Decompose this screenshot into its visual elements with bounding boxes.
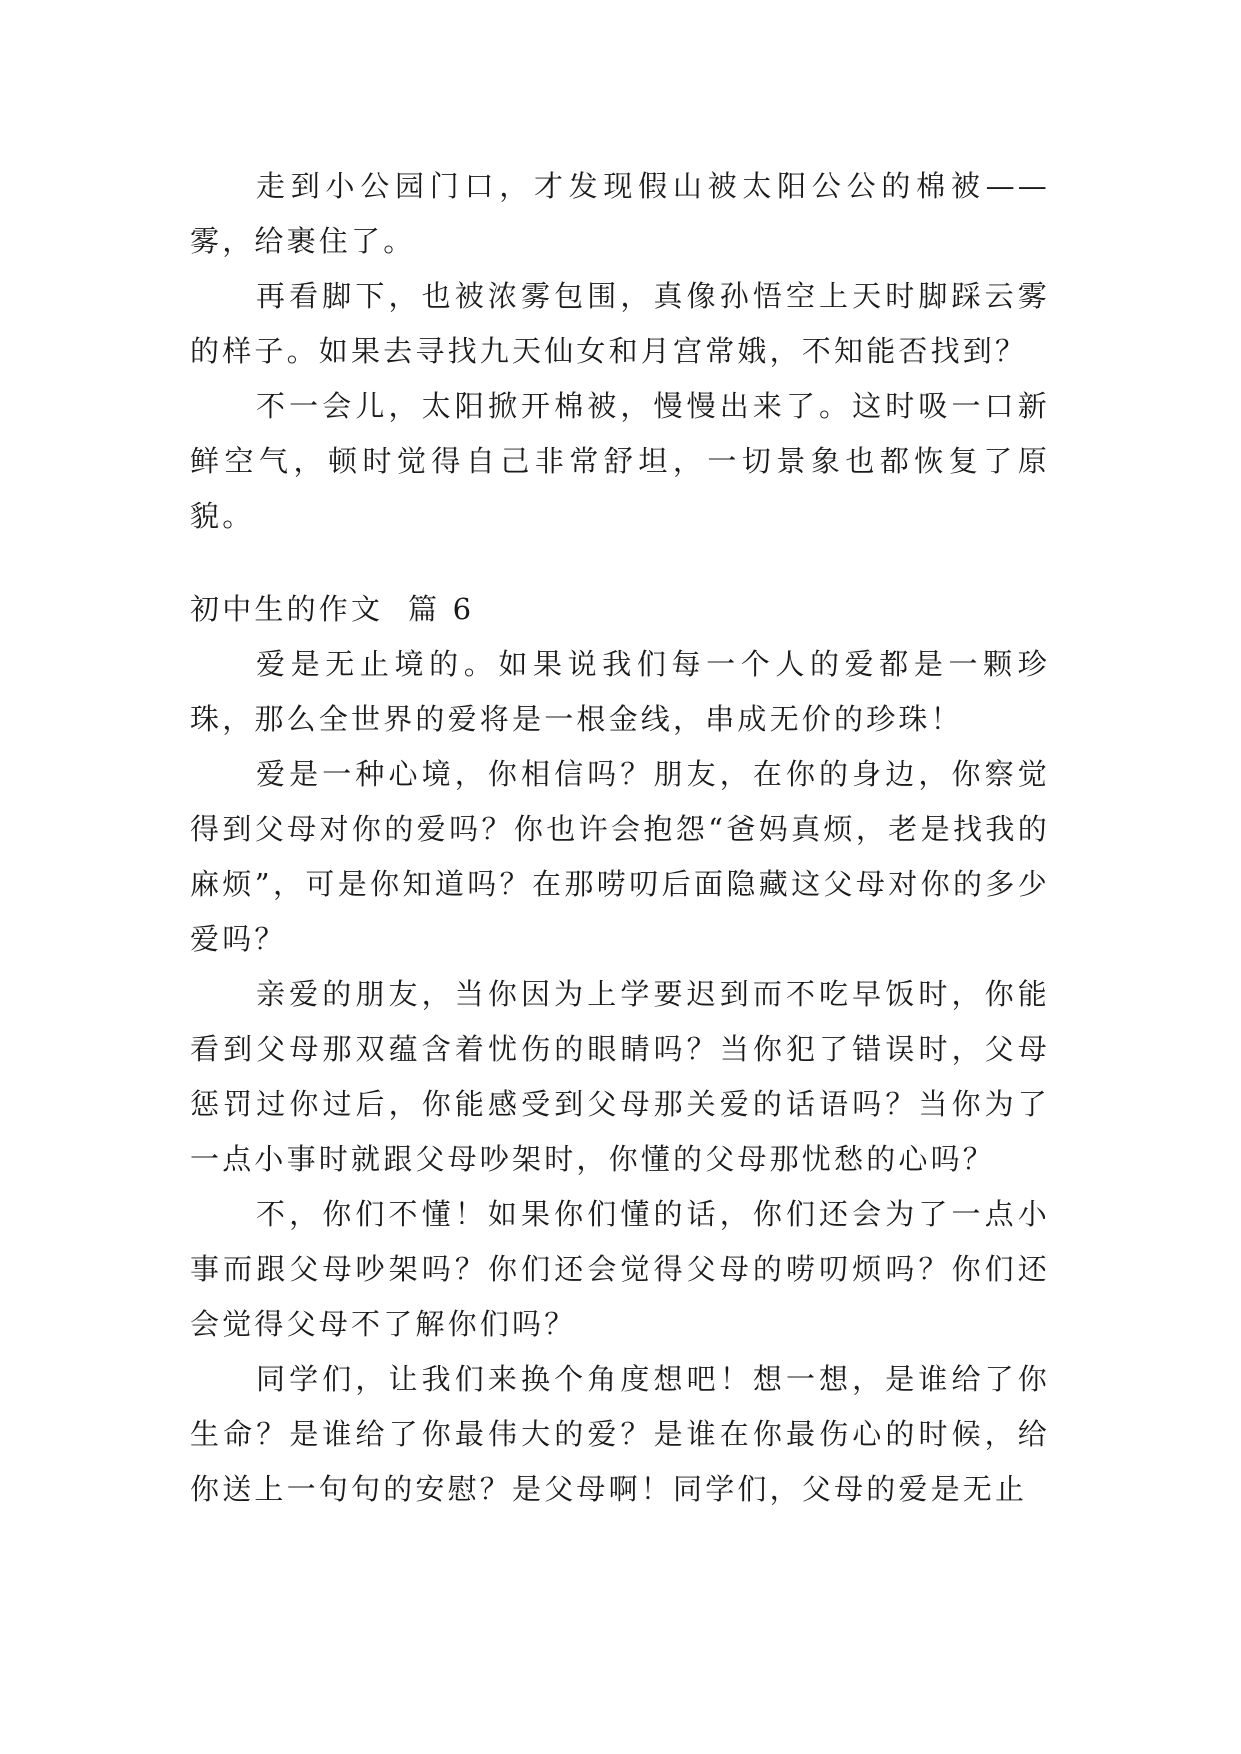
paragraph: 亲爱的朋友，当你因为上学要迟到而不吃早饭时，你能看到父母那双蕴含着忧伤的眼睛吗？当你犯了错误时，父母惩罚过你过后，你能感受到父母那关爱的话语吗？当你为了一点小事时就跟父母吵架时，你懂的父母那忧愁的心吗？ bbox=[190, 977, 1050, 1176]
paragraph: 再看脚下，也被浓雾包围，真像孙悟空上天时脚踩云雾的样子。如果去寻找九天仙女和月宫常娥，不知能否找到？ bbox=[190, 279, 1050, 368]
paragraph: 不，你们不懂！如果你们懂的话，你们还会为了一点小事而跟父母吵架吗？你们还会觉得父母的唠叨烦吗？你们还会觉得父母不了解你们吗？ bbox=[190, 1197, 1050, 1341]
section-title: 初中生的作文 篇 6 bbox=[190, 592, 475, 626]
paragraph: 同学们，让我们来换个角度想吧！想一想，是谁给了你生命？是谁给了你最伟大的爱？是谁在你最伤心的时候，给你送上一句句的安慰？是父母啊！同学们，父母的爱是无止 bbox=[190, 1362, 1050, 1506]
paragraph: 走到小公园门口，才发现假山被太阳公公的棉被——雾，给裹住了。 bbox=[190, 169, 1050, 258]
document-body bbox=[190, 159, 1050, 1517]
paragraph: 爱是无止境的。如果说我们每一个人的爱都是一颗珍珠，那么全世界的爱将是一根金线，串成无价的珍珠！ bbox=[190, 647, 1050, 736]
section-gap bbox=[190, 544, 1050, 582]
paragraph: 爱是一种心境，你相信吗？朋友，在你的身边，你察觉得到父母对你的爱吗？你也许会抱怨“爸妈真烦，老是找我的麻烦”，可是你知道吗？在那唠叨后面隐藏这父母对你的多少爱吗？ bbox=[190, 757, 1050, 956]
paragraph: 不一会儿，太阳掀开棉被，慢慢出来了。这时吸一口新鲜空气，顿时觉得自己非常舒坦，一切景象也都恢复了原貌。 bbox=[190, 389, 1050, 533]
